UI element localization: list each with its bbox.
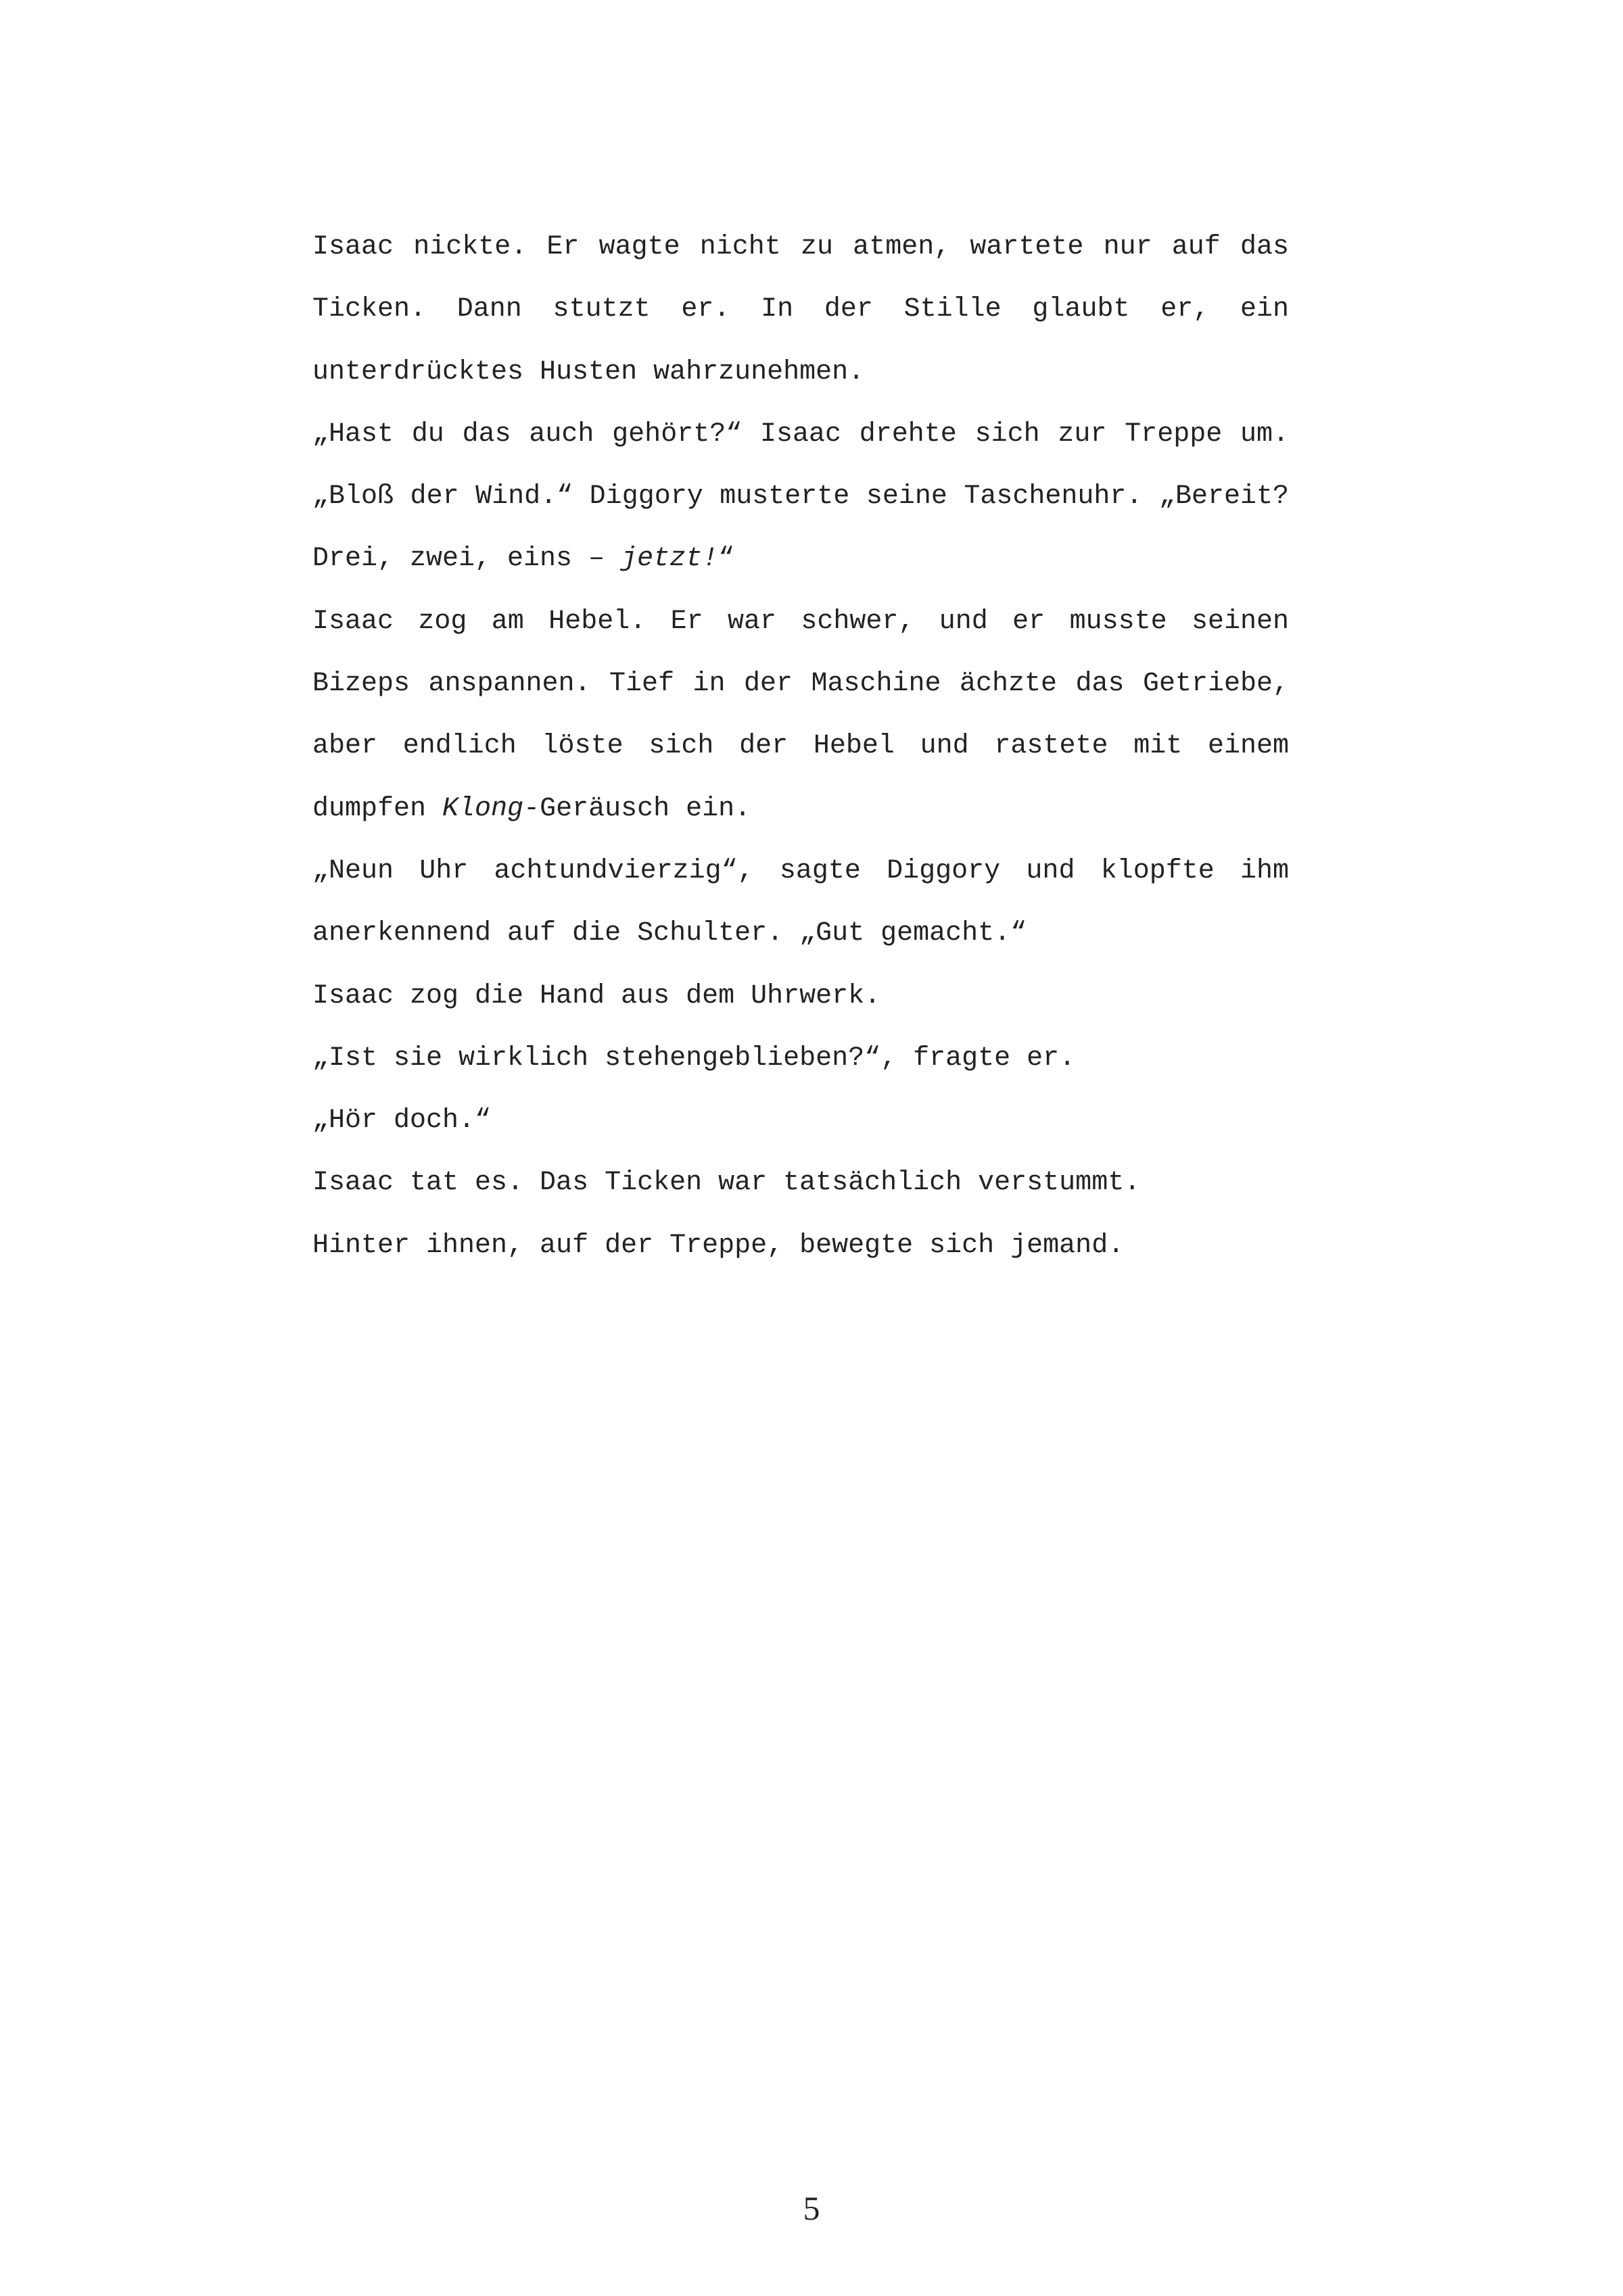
- text-line: „Ist sie wirklich stehengeblieben?“, fragte er.: [312, 1043, 1076, 1074]
- text-line: Ticken. Dann stutzt er. In der Stille glaubt er, ein: [312, 294, 1289, 325]
- body-text: [312, 227, 1289, 1288]
- text-line: Isaac zog am Hebel. Er war schwer, und er musste seinen: [312, 606, 1289, 637]
- text-line: anerkennend auf die Schulter. „Gut gemacht.“: [312, 918, 1027, 949]
- text-line: „Hast du das auch gehört?“ Isaac drehte sich zur Treppe um.: [312, 418, 1289, 450]
- text-line: Isaac tat es. Das Ticken war tatsächlich verstummt.: [312, 1168, 1141, 1199]
- page-number: 5: [803, 2189, 820, 2227]
- text-line: Isaac nickte. Er wagte nicht zu atmen, wartete nur auf das: [312, 232, 1289, 262]
- text-line: Hinter ihnen, auf der Treppe, bewegte sich jemand.: [312, 1230, 1125, 1261]
- italic-text: Klong: [442, 793, 524, 824]
- text-line: „Bloß der Wind.“ Diggory musterte seine Taschenuhr. „Bereit?: [312, 481, 1289, 512]
- text-line: Bizeps anspannen. Tief in der Maschine ächzte das Getriebe,: [312, 669, 1289, 700]
- text-line: dumpfen Klong-Geräusch ein.: [312, 793, 751, 824]
- text-line: Drei, zwei, eins – jetzt!“: [312, 544, 735, 575]
- text-line: Isaac zog die Hand aus dem Uhrwerk.: [312, 980, 881, 1011]
- italic-text: jetzt!: [621, 544, 719, 575]
- text-line: „Hör doch.“: [312, 1105, 492, 1137]
- text-line: unterdrücktes Husten wahrzunehmen.: [312, 356, 865, 387]
- text-line: „Neun Uhr achtundvierzig“, sagte Diggory und klopfte ihm: [312, 855, 1289, 886]
- text-line: aber endlich löste sich der Hebel und rastete mit einem: [312, 731, 1289, 762]
